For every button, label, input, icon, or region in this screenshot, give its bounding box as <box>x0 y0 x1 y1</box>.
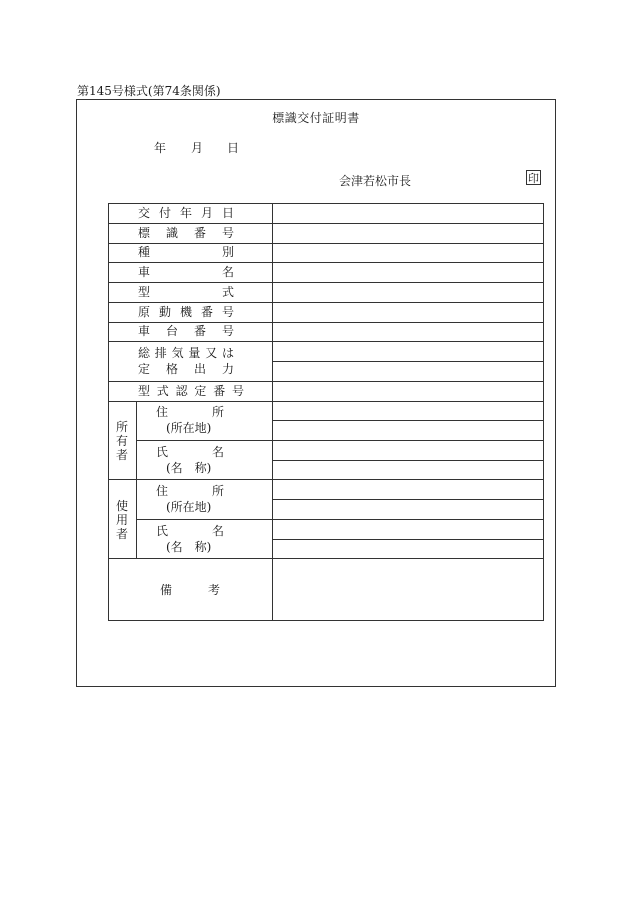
chassis-number-label: 車 台 番 号 <box>138 324 234 338</box>
owner-vertical-label: 所 有 者 <box>115 420 128 462</box>
issue-date-label: 交 付 年 月 日 <box>138 206 234 220</box>
row-divider <box>108 558 544 559</box>
row-divider <box>136 519 544 520</box>
displacement-label-line2: 定 格 出 力 <box>138 362 234 376</box>
model-label: 型 式 <box>138 285 234 299</box>
table-border-bottom <box>108 620 544 621</box>
row-divider <box>108 381 544 382</box>
owner-address-label: 住 所 <box>156 405 224 419</box>
user-name-sub-label: (名 称) <box>166 540 212 554</box>
displacement-label-line1: 総 排 気 量 又 は <box>138 346 234 360</box>
row-divider <box>108 262 544 263</box>
user-name-label: 氏 名 <box>156 524 224 538</box>
user-address-label: 住 所 <box>156 484 224 498</box>
form-number-label: 第145号様式(第74条関係) <box>77 84 221 98</box>
date-year-label: 年 <box>154 141 167 155</box>
engine-number-label: 原 動 機 番 号 <box>138 305 234 319</box>
date-month-label: 月 <box>191 141 204 155</box>
row-divider <box>108 322 544 323</box>
value-subdivider <box>272 460 544 461</box>
value-subdivider <box>272 499 544 500</box>
document-title: 標識交付証明書 <box>272 111 360 125</box>
table-border-top <box>108 203 544 204</box>
row-divider <box>136 440 544 441</box>
row-divider <box>108 243 544 244</box>
sign-number-label: 標 識 番 号 <box>138 226 234 240</box>
row-divider <box>108 282 544 283</box>
model-cert-number-label: 型 式 認 定 番 号 <box>138 384 244 398</box>
user-address-sub-label: (所在地) <box>166 500 212 514</box>
value-subdivider <box>272 420 544 421</box>
user-vertical-label: 使 用 者 <box>115 499 128 541</box>
row-divider <box>108 401 544 402</box>
owner-name-sub-label: (名 称) <box>166 461 212 475</box>
issuer-name: 会津若松市長 <box>339 174 412 188</box>
owner-name-label: 氏 名 <box>156 445 224 459</box>
owner-address-sub-label: (所在地) <box>166 421 212 435</box>
certificate-table <box>108 203 544 621</box>
row-divider <box>108 341 544 342</box>
vehicle-name-label: 車 名 <box>138 265 234 279</box>
value-subdivider <box>272 539 544 540</box>
value-subdivider <box>272 361 544 362</box>
remarks-label: 備 考 <box>160 583 220 597</box>
row-divider <box>108 302 544 303</box>
type-label: 種 別 <box>138 245 234 259</box>
row-divider <box>108 223 544 224</box>
seal-mark: 印 <box>528 172 539 185</box>
date-day-label: 日 <box>227 141 240 155</box>
row-divider <box>108 479 544 480</box>
